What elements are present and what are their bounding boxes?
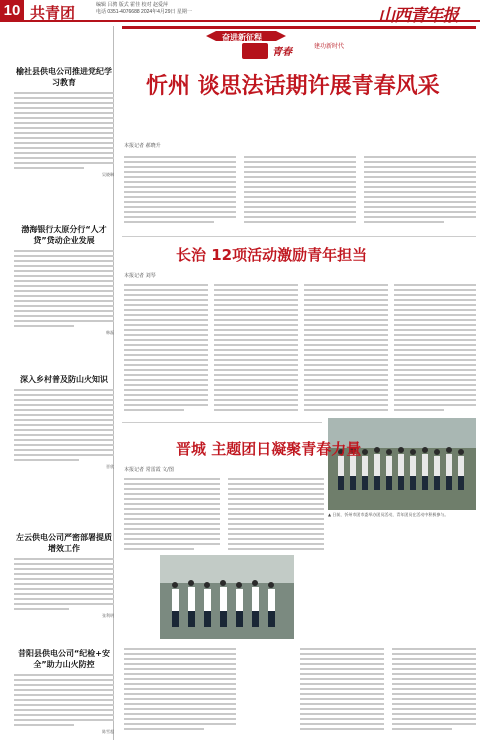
jincheng-body-text [124,474,324,554]
brief-item [14,224,114,336]
changzhi-headline: 长治 12项活动激励青年担当 [176,246,368,264]
brief-item [14,66,114,178]
masthead-logo: 山西青年报 [378,6,458,26]
section-title: 共青团 [30,4,76,22]
brief-body [14,389,114,461]
page-header [0,0,480,26]
jincheng-body-text-continued [124,644,476,740]
brief-byline: 吴晓琳 [102,172,114,177]
brief-body [14,250,114,327]
jincheng-photo-image [160,555,294,639]
brief-byline: 张利明 [102,613,114,618]
brief-byline: 韩磊 [106,330,114,335]
brief-body [14,674,114,726]
brief-item [14,374,114,470]
lead-reporter: 本报记者 郝晓升 [124,143,161,149]
banner-emblem-icon [242,43,268,59]
jincheng-reporter: 本报记者 常雷霞 文/图 [124,467,174,473]
header-meta-date: 电话 0351-4076688 2024年4月29日 星期一 [96,9,192,15]
brief-title: 左云供电公司严密部署提质增效工作 [16,533,112,553]
story-divider [122,236,476,237]
banner-tag: 奋进新征程 [222,33,262,42]
brief-item [14,648,114,735]
brief-title: 昔阳县供电公司“纪检+安全”助力山火防控 [18,649,110,669]
brief-item [14,532,114,619]
header-meta [96,2,192,16]
photo-caption: ▲ 日前，忻州市团市委举办团员活动，青年团员在活动中积极参与。 [328,512,449,517]
brief-title: 渤海银行太原分行“人才贷”贷动企业发展 [21,225,107,245]
news-photo-image [328,418,476,510]
banner-slogan-sub: 建功新时代 [314,43,345,50]
lead-headline: 忻州 谈思法话期许展青春风采 [146,74,440,99]
brief-byline: 晋欣 [106,464,114,469]
brief-body [14,92,114,169]
brief-title: 深入乡村普及防山火知识 [20,375,108,384]
changzhi-reporter: 本报记者 刘琴 [124,273,156,279]
brief-byline: 陈雪超 [102,729,114,734]
briefs-column [14,26,114,740]
feature-banner [122,26,476,134]
header-meta-editors: 编辑 吕骋 版式 霍佳 校对 赵爱萍 [96,2,168,8]
jincheng-headline: 晋城 主题团日凝聚青春力量 [176,440,362,458]
story-divider [122,422,322,423]
changzhi-body-text [124,280,476,414]
brief-body [14,558,114,610]
lead-body-text [124,150,476,230]
banner-slogan: 青春 [272,47,292,58]
brief-title: 榆社县供电公司推进党纪学习教育 [16,67,112,87]
page-number: 10 [0,0,24,22]
